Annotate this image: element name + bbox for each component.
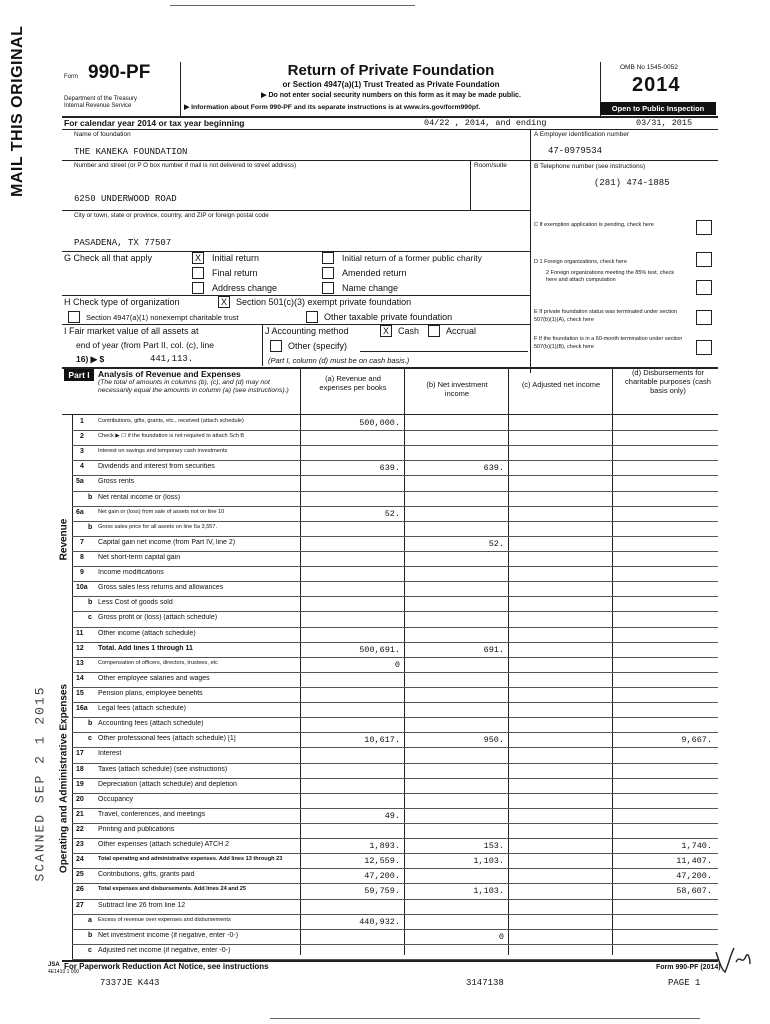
row-label: Legal fees (attach schedule) xyxy=(98,705,186,713)
info-notice: ▶ Information about Form 990-PF and its separate instructions is at www.irs.gov/form990pf. xyxy=(184,104,481,111)
name-change-label: Name change xyxy=(342,283,399,293)
cash-basis-note: (Part I, column (d) must be on cash basis.) xyxy=(268,356,410,365)
rule-calendar xyxy=(62,129,718,130)
table-row xyxy=(72,839,718,854)
row-number: a xyxy=(88,916,92,924)
row-label: Gross rents xyxy=(98,478,135,486)
4947-label: Section 4947(a)(1) nonexempt charitable trust xyxy=(86,313,239,322)
col-d-header: (d) Disbursements for charitable purposes (cash basis only) xyxy=(625,368,711,395)
row-label: Check ▶ ☐ if the foundation is not required to attach Sch B xyxy=(98,433,245,440)
table-row xyxy=(72,733,718,748)
rule-ij-top xyxy=(62,324,530,325)
checkbox-e[interactable] xyxy=(696,310,712,325)
col-a-value: 500,000. xyxy=(359,418,400,428)
tax-year: 2014 xyxy=(632,74,681,96)
checkbox-c[interactable] xyxy=(696,220,712,235)
handwritten-initials xyxy=(712,944,754,978)
tax-year-begin: 04/22 , 2014, and ending xyxy=(424,118,547,128)
ein-value: 47-0979534 xyxy=(548,146,603,156)
row-number: 10a xyxy=(76,584,88,592)
col-d-value: 9,667. xyxy=(681,735,712,746)
right-panel-divider xyxy=(530,129,531,373)
mail-original-margin-text: MAIL THIS ORIGINAL xyxy=(9,25,26,197)
row-number: 5a xyxy=(76,478,84,486)
checkbox-initial-former[interactable] xyxy=(322,252,334,264)
part1-tag: Part I xyxy=(64,369,94,381)
row-number: 1 xyxy=(80,418,84,425)
foundation-name: THE KANEKA FOUNDATION xyxy=(74,147,188,157)
table-row xyxy=(72,900,718,915)
other-specify-line xyxy=(360,351,528,352)
footer-page: PAGE 1 xyxy=(668,978,701,988)
calendar-year-label: For calendar year 2014 or tax year beginning xyxy=(64,118,245,128)
row-number: 17 xyxy=(76,750,84,758)
col-b-value: 0 xyxy=(498,931,504,942)
col-b-value: 950. xyxy=(483,735,504,746)
rule-ein xyxy=(530,160,718,161)
final-return-label: Final return xyxy=(212,268,258,278)
table-row xyxy=(72,779,718,794)
row-number: 3 xyxy=(80,448,84,456)
checkbox-d1[interactable] xyxy=(696,252,712,267)
row-number: 9 xyxy=(80,569,84,577)
row-number: b xyxy=(88,720,93,728)
col-b-value: 153. xyxy=(483,841,504,852)
table-row xyxy=(72,718,718,733)
row-label: Accounting fees (attach schedule) xyxy=(98,720,204,728)
row-number: 12 xyxy=(76,644,84,652)
table-row xyxy=(72,809,718,824)
row-label: Capital gain net income (from Part IV, line 2) xyxy=(98,538,236,546)
row-number: b xyxy=(88,493,93,501)
table-row xyxy=(72,748,718,763)
other-taxable-label: Other taxable private foundation xyxy=(324,312,453,322)
side-label-expenses: Operating and Administrative Expenses xyxy=(58,683,70,874)
row-label: Travel, conferences, and meetings xyxy=(98,810,206,818)
row-number: 4 xyxy=(80,463,84,471)
tax-year-end: 03/31, 2015 xyxy=(636,118,693,128)
initial-former-label: Initial return of a former public charity xyxy=(342,253,482,263)
table-row xyxy=(72,522,718,537)
row-number: c xyxy=(88,735,92,743)
row-label: Gross sales price for all assets on line 6a 3,557. xyxy=(98,523,218,530)
row-label: Income modifications xyxy=(98,569,164,577)
checkbox-final-return[interactable] xyxy=(192,267,204,279)
room-label: Room/suite xyxy=(474,162,507,169)
col-a-value: 12,559. xyxy=(364,856,400,867)
table-row xyxy=(72,869,718,884)
row-number: 20 xyxy=(76,795,84,803)
table-row xyxy=(72,507,718,522)
side-label-revenue: Revenue xyxy=(58,518,70,561)
form-footer-label: Form 990-PF (2014) xyxy=(656,964,721,971)
501c3-label: Section 501(c)(3) exempt private foundation xyxy=(236,297,412,307)
form-title: Return of Private Foundation xyxy=(287,62,495,79)
scan-line-bottom xyxy=(270,1018,700,1019)
row-label: Net gain or (loss) from sale of assets not on line 10 xyxy=(98,508,225,515)
col-a-value: 440,932. xyxy=(359,916,400,927)
table-row xyxy=(72,854,718,869)
row-number: 21 xyxy=(76,810,84,818)
row-label: Taxes (attach schedule) (see instructions) xyxy=(98,765,228,773)
check-c-label: C If exemption application is pending, check here xyxy=(534,222,654,228)
row-number: 24 xyxy=(76,856,84,864)
row-number: b xyxy=(88,931,93,939)
row-number: 14 xyxy=(76,674,84,682)
rule-h-top xyxy=(62,295,530,296)
row-label: Net rental income or (loss) xyxy=(98,493,181,501)
check-d1-label: D 1 Foreign organizations, check here xyxy=(534,259,627,265)
col-a-value: 0 xyxy=(394,659,400,670)
checkbox-other-taxable[interactable] xyxy=(306,311,318,323)
paperwork-notice: For Paperwork Reduction Act Notice, see instructions xyxy=(64,962,269,971)
row-label: Depreciation (attach schedule) and depletion xyxy=(98,780,237,788)
row-label: Net short-term capital gain xyxy=(98,554,181,561)
rule-col-headers xyxy=(62,414,718,415)
section-g-label: G Check all that apply xyxy=(64,253,153,263)
table-row xyxy=(72,688,718,703)
row-label: Adjusted net income (if negative, enter -0-) xyxy=(98,946,231,954)
rule-name xyxy=(62,160,530,161)
col-a-value: 1,893. xyxy=(369,841,400,852)
row-number: 2 xyxy=(80,433,84,441)
phone-value: (281) 474-1885 xyxy=(594,178,670,188)
row-number: 11 xyxy=(76,629,84,637)
col-d-value: 58,607. xyxy=(676,886,712,897)
row-number: b xyxy=(88,523,93,531)
row-number: 7 xyxy=(80,538,84,546)
section-i-line3: 16) ▶ $ xyxy=(76,354,105,364)
row-number: 13 xyxy=(76,659,84,667)
phone-label: B Telephone number (see instructions) xyxy=(534,163,646,170)
checkbox-amended-return[interactable] xyxy=(322,267,334,279)
footer-center-code: 3147138 xyxy=(466,978,504,988)
address-change-label: Address change xyxy=(212,283,278,293)
row-number: 26 xyxy=(76,886,84,894)
row-number: b xyxy=(88,599,93,607)
row-number: 16a xyxy=(76,705,88,713)
row-number: 19 xyxy=(76,780,84,788)
table-row xyxy=(72,492,718,507)
checkbox-initial-return[interactable]: X xyxy=(192,252,204,264)
cash-label: Cash xyxy=(398,326,420,336)
row-label: Contributions, gifts, grants, etc., received (attach schedule) xyxy=(98,418,244,424)
col-a-value: 49. xyxy=(384,810,400,821)
col-b-value: 691. xyxy=(483,644,504,655)
row-label: Gross profit or (loss) (attach schedule) xyxy=(98,614,218,622)
checkbox-other-method[interactable] xyxy=(270,340,282,352)
checkbox-name-change[interactable] xyxy=(322,282,334,294)
table-row xyxy=(72,628,718,643)
public-inspection-banner: Open to Public Inspection xyxy=(600,102,716,115)
col-a-value: 10,617. xyxy=(364,735,400,746)
dept-treasury: Department of the Treasury xyxy=(64,96,138,102)
rule-g-top xyxy=(62,251,530,252)
table-row xyxy=(72,945,718,960)
jsa-code: 4E1410 1 000 xyxy=(48,969,80,975)
col-b-header: (b) Net investment income xyxy=(426,380,488,398)
col-c-header: (c) Adjusted net income xyxy=(521,380,601,389)
row-label: Other professional fees (attach schedule) [1] xyxy=(98,735,236,743)
city-label: City or town, state or province, country, and ZIP or foreign postal code xyxy=(74,212,269,219)
col-a-value: 47,200. xyxy=(364,871,400,882)
checkbox-501c3[interactable]: X xyxy=(218,296,230,308)
row-label: Printing and publications xyxy=(98,826,175,833)
row-number: 27 xyxy=(76,901,84,909)
ij-divider xyxy=(262,324,263,366)
row-number: 8 xyxy=(80,554,84,561)
scan-line-top xyxy=(170,5,415,6)
col-a-value: 500,691. xyxy=(359,644,400,655)
row-label: Other income (attach schedule) xyxy=(98,629,196,637)
row-number: c xyxy=(88,614,92,622)
table-row xyxy=(72,703,718,718)
row-label: Dividends and interest from securities xyxy=(98,463,215,471)
row-label: Total. Add lines 1 through 11 xyxy=(98,644,193,652)
col-b-value: 1,103. xyxy=(473,856,504,867)
scanned-stamp: SCANNED SEP 2 1 2015 xyxy=(32,685,48,882)
table-row xyxy=(72,461,718,476)
row-label: Total operating and administrative expenses. Add lines 13 through 23 xyxy=(98,856,283,863)
section-i-line1: I Fair market value of all assets at xyxy=(64,326,199,336)
row-label: Occupancy xyxy=(98,795,134,803)
col-a-header: (a) Revenue and expenses per books xyxy=(319,374,387,392)
col-b-value: 52. xyxy=(488,538,504,549)
col-a-value: 639. xyxy=(379,463,400,474)
col-a-value: 52. xyxy=(384,508,400,519)
street-label: Number and street (or P O box number if mail is not delivered to street address) xyxy=(74,162,297,169)
section-i-line2: end of year (from Part II, col. (c), line xyxy=(76,340,214,350)
col-b-value: 639. xyxy=(483,463,504,474)
city-state-zip: PASADENA, TX 77507 xyxy=(74,238,172,248)
street-address: 6250 UNDERWOOD ROAD xyxy=(74,194,177,204)
table-row xyxy=(72,915,718,930)
part1-title: Analysis of Revenue and Expenses xyxy=(98,369,241,379)
part1-description: (The total of amounts in columns (b), (c), and (d) may not necessarily equal the amounts in column (a) (see instructions).) xyxy=(98,379,289,394)
table-row xyxy=(72,673,718,688)
footer-code: 7337JE K443 xyxy=(100,978,160,988)
irs-label: Internal Revenue Service xyxy=(64,103,132,109)
row-label: Pension plans, employee benefits xyxy=(98,690,203,697)
table-row xyxy=(72,612,718,627)
row-label: Net investment income (if negative, enter -0-) xyxy=(98,931,239,939)
rule-street xyxy=(62,210,530,211)
row-number: 15 xyxy=(76,690,84,697)
col-a-value: 59,759. xyxy=(364,886,400,897)
row-number: c xyxy=(88,946,92,954)
row-number: 23 xyxy=(76,841,84,849)
col-d-value: 47,200. xyxy=(676,871,712,882)
accrual-label: Accrual xyxy=(446,326,477,336)
table-row xyxy=(72,552,718,567)
check-d2-label: 2 Foreign organizations meeting the 85% test, check here and attach computation xyxy=(546,270,675,283)
table-row xyxy=(72,884,718,899)
fair-market-value: 441,113. xyxy=(150,354,194,364)
row-label: Contributions, gifts, grants paid xyxy=(98,871,195,879)
row-number: 22 xyxy=(76,826,84,833)
ein-label: A Employer identification number xyxy=(534,131,630,138)
table-row xyxy=(72,567,718,582)
table-row xyxy=(72,824,718,839)
table-row xyxy=(72,794,718,809)
initial-return-label: Initial return xyxy=(212,253,260,263)
row-label: Excess of revenue over expenses and disbursements xyxy=(98,916,231,923)
table-row xyxy=(72,597,718,612)
checkbox-accrual[interactable] xyxy=(428,325,440,337)
row-number: 25 xyxy=(76,871,84,879)
row-label: Interest xyxy=(98,750,122,758)
jsa-label: JSA xyxy=(48,962,60,968)
checkbox-f[interactable] xyxy=(696,340,712,355)
checkbox-cash[interactable]: X xyxy=(380,325,392,337)
checkbox-4947[interactable] xyxy=(68,311,80,323)
row-number: 18 xyxy=(76,765,84,773)
amended-return-label: Amended return xyxy=(342,268,407,278)
form-prefix: Form xyxy=(64,74,78,80)
table-row xyxy=(72,643,718,658)
row-label: Other expenses (attach schedule) ATCH 2 xyxy=(98,841,229,849)
col-d-value: 11,407. xyxy=(676,856,712,867)
table-row xyxy=(72,658,718,673)
checkbox-d2[interactable] xyxy=(696,280,712,295)
room-divider xyxy=(470,160,471,210)
other-method-label: Other (specify) xyxy=(288,341,348,351)
row-label: Less Cost of goods sold xyxy=(98,599,173,607)
col-d-value: 1,740. xyxy=(681,841,712,852)
table-row xyxy=(72,446,718,461)
check-e-label: E If private foundation status was terminated under section 507(b)(1)(A), check here xyxy=(534,309,678,323)
table-row xyxy=(72,764,718,779)
section-j-label: J Accounting method xyxy=(265,326,349,336)
name-label: Name of foundation xyxy=(74,131,131,138)
table-row xyxy=(72,416,718,431)
row-label: Total expenses and disbursements. Add lines 24 and 25 xyxy=(98,886,246,893)
check-f-label: F If the foundation is in a 60-month termination under section 507(b)(1)(B), check here xyxy=(534,336,683,350)
table-row xyxy=(72,582,718,597)
row-label: Interest on savings and temporary cash investments xyxy=(98,448,228,455)
section-h-label: H Check type of organization xyxy=(64,297,180,307)
ssn-notice: ▶ Do not enter social security numbers on this form as it may be made public. xyxy=(261,92,521,99)
form-subtitle: or Section 4947(a)(1) Trust Treated as Private Foundation xyxy=(282,80,500,89)
col-b-value: 1,103. xyxy=(473,886,504,897)
table-row xyxy=(72,537,718,552)
table-row xyxy=(72,431,718,446)
form-number: 990-PF xyxy=(88,62,151,83)
row-number: 6a xyxy=(76,508,84,516)
row-label: Gross sales less returns and allowances xyxy=(98,584,224,592)
checkbox-address-change[interactable] xyxy=(192,282,204,294)
table-row xyxy=(72,930,718,945)
omb-number: OMB No 1545-0052 xyxy=(620,64,678,71)
row-label: Subtract line 26 from line 12 xyxy=(98,901,186,909)
row-label: Other employee salaries and wages xyxy=(98,674,210,682)
table-row xyxy=(72,476,718,491)
row-label: Compensation of officers, directors, trustees, etc xyxy=(98,659,218,666)
